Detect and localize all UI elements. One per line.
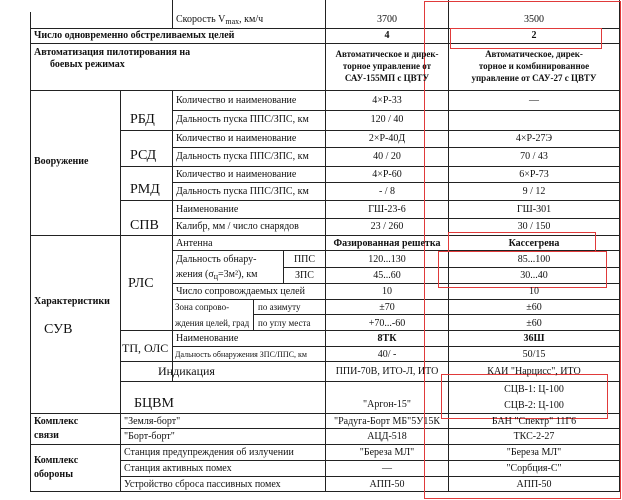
defense-r2-1: — — [382, 463, 392, 474]
spv-name-label: Наименование — [176, 204, 239, 215]
defense-label-line2: обороны — [34, 469, 73, 480]
rmd-qty-label: Количество и наименование — [176, 169, 297, 180]
detection-pps-1: 120...130 — [368, 254, 406, 265]
rmd-qty-2: 6×Р-73 — [519, 169, 549, 180]
defense-r3-2: АПП-50 — [516, 479, 552, 490]
defense-r2-2: "Сорбция-С" — [506, 463, 562, 474]
detection-label-line2: жения $(\sigma_ц=3м^2)$, км — [176, 269, 258, 281]
rbd-range-1: 120 / 40 — [370, 114, 404, 125]
zone-elevation-label: по углу места — [258, 318, 311, 328]
tp-range-1: 40/ - — [377, 349, 397, 360]
rsd-qty-label: Количество и наименование — [176, 133, 297, 144]
zone-azimuth-1: ±70 — [379, 302, 395, 313]
rls-label: РЛС — [128, 276, 154, 291]
speed-value-2: 3500 — [524, 14, 544, 25]
rbd-range-label: Дальность пуска ППС/ЗПС, км — [176, 114, 309, 125]
comms-r2-1: АЦД-518 — [367, 431, 407, 442]
rsd-range-2: 70 / 43 — [520, 151, 548, 162]
comms-label-line2: связи — [34, 430, 59, 441]
defense-label-line1: Комплекс — [34, 455, 79, 466]
defense-r1-2: "Береза МЛ" — [506, 447, 562, 458]
suv-label-line1: Характеристики — [34, 296, 110, 307]
armament-label: Вооружение — [34, 156, 89, 167]
zone-label-line1: Зона сопрово- — [175, 302, 230, 312]
defense-r1-label: Станция предупреждения об излучении — [124, 447, 294, 458]
tp-name-1: 8ТК — [377, 333, 397, 344]
tp-ols-label: ТП, ОЛС — [122, 341, 169, 355]
zone-label-line2: ждения целей, град — [175, 318, 250, 328]
rmd-qty-1: 4×Р-60 — [372, 169, 402, 180]
highlight-bcvm — [441, 374, 608, 419]
automation-label-line1: Автоматизация пилотирования на — [34, 47, 191, 58]
defense-r3-label: Устройство сброса пассивных помех — [124, 479, 281, 490]
spv-name-1: ГШ-23-6 — [368, 204, 406, 215]
comms-r1-label: "Земля-борт" — [124, 416, 181, 427]
detection-pps-label: ППС — [293, 254, 316, 265]
speed-label: Скорость $V_{max}$, км/ч — [176, 14, 264, 26]
detection-label-line1: Дальность обнару- — [176, 254, 257, 265]
bcvm-value-2a: СЦВ-1: Ц-100 — [504, 384, 564, 395]
spv-label: СПВ — [130, 218, 159, 233]
comms-r2-2: ТКС-2-27 — [513, 431, 555, 442]
defense-r1-1: "Береза МЛ" — [359, 447, 415, 458]
antenna-label: Антенна — [176, 238, 213, 249]
bcvm-label: БЦВМ — [134, 396, 174, 411]
rsd-qty-1: 2×Р-40Д — [368, 133, 406, 144]
automation-value-2b: торное и комбинированное — [478, 61, 590, 71]
indication-value-2: КАИ "Нарцисс", ИТО — [487, 366, 581, 377]
comms-label-line1: Комплекс — [34, 416, 79, 427]
antenna-value-2: Кассегрена — [508, 238, 560, 249]
rsd-range-1: 40 / 20 — [373, 151, 401, 162]
rbd-label: РБД — [130, 112, 155, 127]
tp-range-label: Дальность обнаружения ЗПС/ППС, км — [175, 350, 307, 359]
detection-zps-2: 30...40 — [520, 270, 548, 281]
bcvm-value-2b: СЦВ-2: Ц-100 — [504, 400, 564, 411]
rsd-label: РСД — [130, 148, 157, 163]
antenna-value-1: Фазированная решетка — [333, 238, 441, 249]
rsd-qty-2: 4×Р-27Э — [515, 133, 553, 144]
automation-value-1b: торное управление от — [342, 61, 432, 71]
speed-value-1: 3700 — [377, 14, 397, 25]
suv-label-line2: СУВ — [44, 322, 73, 337]
comms-r1-2: БАН "Спектр" 11Г6 — [491, 416, 577, 427]
automation-value-1c: САУ-155МП с ЦВТУ — [344, 73, 430, 83]
detection-pps-2: 85...100 — [517, 254, 551, 265]
bcvm-value-1: "Аргон-15" — [363, 399, 411, 410]
detection-zps-1: 45...60 — [373, 270, 401, 281]
targets-label: Число одновременно обстреливаемых целей — [34, 30, 235, 41]
indication-label: Индикация — [158, 364, 215, 378]
tracking-label: Число сопровождаемых целей — [176, 286, 305, 297]
tp-range-2: 50/15 — [522, 349, 546, 360]
zone-elevation-2: ±60 — [526, 318, 542, 329]
detection-zps-label: ЗПС — [295, 270, 314, 281]
zone-azimuth-label: по азимуту — [258, 302, 301, 312]
tracking-value-1: 10 — [382, 286, 392, 297]
tracking-value-2: 10 — [529, 286, 539, 297]
automation-value-1a: Автоматическое и дирек- — [335, 49, 439, 59]
spv-caliber-2: 30 / 150 — [517, 221, 551, 232]
automation-label-line2: боевых режимах — [50, 59, 125, 70]
rmd-range-2: 9 / 12 — [522, 186, 546, 197]
zone-azimuth-2: ±60 — [526, 302, 542, 313]
spv-caliber-1: 23 / 260 — [370, 221, 404, 232]
rmd-label: РМД — [130, 182, 160, 197]
spv-caliber-label: Калибр, мм / число снарядов — [176, 221, 299, 232]
rbd-qty-1: 4×Р-33 — [372, 95, 402, 106]
defense-r2-label: Станция активных помех — [124, 463, 232, 474]
comms-r2-label: "Борт-борт" — [124, 431, 175, 442]
automation-value-2a: Автоматическое, дирек- — [485, 49, 583, 59]
automation-value-2c: управление от САУ-27 с ЦВТУ — [471, 73, 597, 83]
targets-value-2: 2 — [531, 30, 537, 41]
spv-name-2: ГШ-301 — [516, 204, 552, 215]
rsd-range-label: Дальность пуска ППС/ЗПС, км — [176, 151, 309, 162]
targets-value-1: 4 — [384, 30, 390, 41]
rmd-range-label: Дальность пуска ППС/ЗПС, км — [176, 186, 309, 197]
tp-name-label: Наименование — [176, 333, 239, 344]
zone-elevation-1: +70...-60 — [368, 318, 406, 329]
rmd-range-1: - / 8 — [378, 186, 396, 197]
comms-r1-1: "Радуга-Борт МБ"5У15К — [334, 416, 440, 427]
indication-value-1: ППИ-70В, ИТО-Л, ИТО — [335, 366, 439, 377]
rbd-qty-2: — — [529, 95, 539, 106]
defense-r3-1: АПП-50 — [369, 479, 405, 490]
rbd-qty-label: Количество и наименование — [176, 95, 297, 106]
tp-name-2: 36Ш — [523, 333, 545, 344]
